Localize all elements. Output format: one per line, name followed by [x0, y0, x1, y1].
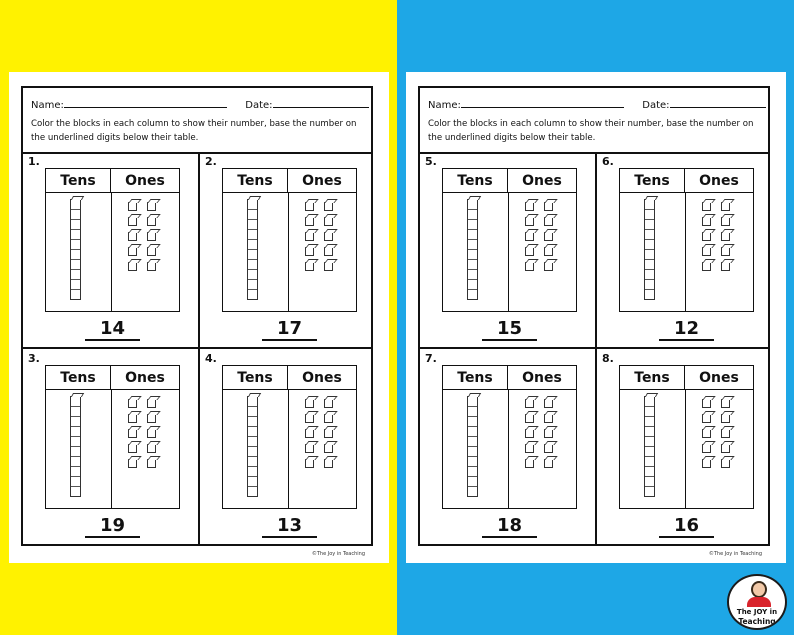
unit-cube-icon[interactable] — [128, 247, 137, 256]
problem-number: 5. — [425, 155, 437, 168]
name-label: Name: — [428, 100, 461, 111]
column-divider — [685, 390, 686, 508]
underlined-number: 13 — [262, 515, 317, 538]
problem-cell — [420, 152, 595, 347]
problem-number: 4. — [205, 352, 217, 365]
tens-ones-table — [442, 365, 577, 509]
unit-cube-icon[interactable] — [305, 429, 314, 438]
tens-header: Tens — [46, 366, 111, 390]
date-field[interactable] — [273, 98, 369, 108]
unit-cube-icon[interactable] — [525, 459, 534, 468]
unit-cube-icon[interactable] — [544, 414, 553, 423]
unit-cube-icon[interactable] — [305, 202, 314, 211]
unit-cube-icon[interactable] — [721, 202, 730, 211]
unit-cube-icon[interactable] — [721, 262, 730, 271]
ten-rod-icon[interactable] — [644, 199, 655, 300]
unit-cube-icon[interactable] — [324, 414, 333, 423]
unit-cube-icon[interactable] — [324, 247, 333, 256]
underlined-number: 19 — [85, 515, 140, 538]
unit-cube-icon[interactable] — [544, 399, 553, 408]
unit-cube-icon[interactable] — [305, 262, 314, 271]
worksheet-frame — [21, 86, 373, 546]
problem-number: 3. — [28, 352, 40, 365]
date-label: Date: — [245, 100, 273, 111]
tens-header: Tens — [223, 366, 288, 390]
instructions: Color the blocks in each column to show their number, base the number on the underlined digits below their table. — [31, 119, 357, 143]
problem-cell — [23, 152, 198, 347]
unit-cube-icon[interactable] — [324, 202, 333, 211]
unit-cube-icon[interactable] — [544, 232, 553, 241]
column-divider — [508, 193, 509, 311]
ten-rod-icon[interactable] — [644, 396, 655, 497]
problem-number: 8. — [602, 352, 614, 365]
underlined-number: 18 — [482, 515, 537, 538]
ones-header: Ones — [685, 169, 753, 193]
underlined-number: 14 — [85, 318, 140, 341]
name-field[interactable] — [64, 98, 227, 108]
unit-cube-icon[interactable] — [128, 262, 137, 271]
underlined-number: 16 — [659, 515, 714, 538]
logo-line-2: Teaching — [738, 617, 776, 626]
unit-cube-icon[interactable] — [702, 202, 711, 211]
unit-cube-icon[interactable] — [525, 202, 534, 211]
worksheet-page-right — [406, 72, 786, 563]
tens-ones-table — [222, 168, 357, 312]
problem-number: 7. — [425, 352, 437, 365]
problem-cell — [200, 349, 375, 544]
copyright-text: ©The Joy in Teaching — [311, 551, 365, 557]
instructions: Color the blocks in each column to show their number, base the number on the underlined digits below their table. — [428, 119, 754, 143]
name-date-row — [428, 98, 766, 111]
unit-cube-icon[interactable] — [305, 247, 314, 256]
copyright-text: ©The Joy in Teaching — [708, 551, 762, 557]
ten-rod-icon[interactable] — [467, 199, 478, 300]
unit-cube-icon[interactable] — [305, 444, 314, 453]
unit-cube-icon[interactable] — [525, 444, 534, 453]
unit-cube-icon[interactable] — [324, 262, 333, 271]
tens-ones-table — [619, 168, 754, 312]
unit-cube-icon[interactable] — [721, 414, 730, 423]
unit-cube-icon[interactable] — [544, 459, 553, 468]
unit-cube-icon[interactable] — [544, 247, 553, 256]
unit-cube-icon[interactable] — [525, 414, 534, 423]
unit-cube-icon[interactable] — [702, 414, 711, 423]
teacher-shirt-icon — [747, 597, 771, 607]
problem-cell — [420, 349, 595, 544]
unit-cube-icon[interactable] — [147, 459, 156, 468]
unit-cube-icon[interactable] — [702, 217, 711, 226]
unit-cube-icon[interactable] — [147, 444, 156, 453]
underlined-number: 17 — [262, 318, 317, 341]
unit-cube-icon[interactable] — [544, 202, 553, 211]
unit-cube-icon[interactable] — [128, 217, 137, 226]
ten-rod-icon[interactable] — [70, 199, 81, 300]
unit-cube-icon[interactable] — [702, 459, 711, 468]
unit-cube-icon[interactable] — [305, 232, 314, 241]
unit-cube-icon[interactable] — [721, 399, 730, 408]
underlined-number: 12 — [659, 318, 714, 341]
unit-cube-icon[interactable] — [128, 232, 137, 241]
unit-cube-icon[interactable] — [324, 217, 333, 226]
column-divider — [685, 193, 686, 311]
name-field[interactable] — [461, 98, 624, 108]
worksheet-header — [23, 88, 371, 154]
unit-cube-icon[interactable] — [525, 217, 534, 226]
worksheet-page-left — [9, 72, 389, 563]
ones-header: Ones — [508, 169, 576, 193]
unit-cube-icon[interactable] — [702, 399, 711, 408]
name-date-row — [31, 98, 369, 111]
name-label: Name: — [31, 100, 64, 111]
unit-cube-icon[interactable] — [525, 232, 534, 241]
unit-cube-icon[interactable] — [721, 444, 730, 453]
problem-cell — [597, 349, 772, 544]
unit-cube-icon[interactable] — [147, 217, 156, 226]
joy-in-teaching-logo — [727, 574, 787, 630]
unit-cube-icon[interactable] — [721, 217, 730, 226]
unit-cube-icon[interactable] — [544, 444, 553, 453]
problem-number: 2. — [205, 155, 217, 168]
unit-cube-icon[interactable] — [702, 262, 711, 271]
ten-rod-icon[interactable] — [70, 396, 81, 497]
ones-header: Ones — [111, 169, 179, 193]
unit-cube-icon[interactable] — [305, 217, 314, 226]
unit-cube-icon[interactable] — [721, 459, 730, 468]
unit-cube-icon[interactable] — [544, 217, 553, 226]
ones-header: Ones — [111, 366, 179, 390]
ten-rod-icon[interactable] — [247, 396, 258, 497]
column-divider — [111, 390, 112, 508]
tens-header: Tens — [223, 169, 288, 193]
worksheet-frame — [418, 86, 770, 546]
ones-header: Ones — [508, 366, 576, 390]
unit-cube-icon[interactable] — [147, 429, 156, 438]
unit-cube-icon[interactable] — [128, 414, 137, 423]
unit-cube-icon[interactable] — [128, 202, 137, 211]
unit-cube-icon[interactable] — [147, 262, 156, 271]
unit-cube-icon[interactable] — [544, 429, 553, 438]
unit-cube-icon[interactable] — [324, 399, 333, 408]
ones-header: Ones — [288, 169, 356, 193]
problem-grid — [23, 152, 371, 544]
problem-cell — [597, 152, 772, 347]
teacher-avatar-icon — [751, 581, 767, 598]
unit-cube-icon[interactable] — [721, 232, 730, 241]
unit-cube-icon[interactable] — [305, 414, 314, 423]
unit-cube-icon[interactable] — [525, 262, 534, 271]
unit-cube-icon[interactable] — [147, 247, 156, 256]
unit-cube-icon[interactable] — [147, 232, 156, 241]
tens-header: Tens — [46, 169, 111, 193]
column-divider — [508, 390, 509, 508]
column-divider — [288, 390, 289, 508]
tens-ones-table — [222, 365, 357, 509]
unit-cube-icon[interactable] — [702, 232, 711, 241]
unit-cube-icon[interactable] — [324, 444, 333, 453]
unit-cube-icon[interactable] — [702, 429, 711, 438]
ten-rod-icon[interactable] — [467, 396, 478, 497]
tens-ones-table — [45, 168, 180, 312]
problem-cell — [200, 152, 375, 347]
unit-cube-icon[interactable] — [721, 429, 730, 438]
column-divider — [288, 193, 289, 311]
column-divider — [111, 193, 112, 311]
tens-header: Tens — [620, 366, 685, 390]
problem-number: 6. — [602, 155, 614, 168]
problem-grid — [420, 152, 768, 544]
unit-cube-icon[interactable] — [525, 429, 534, 438]
underlined-number: 15 — [482, 318, 537, 341]
ten-rod-icon[interactable] — [247, 199, 258, 300]
unit-cube-icon[interactable] — [147, 414, 156, 423]
unit-cube-icon[interactable] — [305, 459, 314, 468]
unit-cube-icon[interactable] — [324, 429, 333, 438]
unit-cube-icon[interactable] — [525, 247, 534, 256]
unit-cube-icon[interactable] — [128, 459, 137, 468]
unit-cube-icon[interactable] — [721, 247, 730, 256]
tens-header: Tens — [443, 366, 508, 390]
unit-cube-icon[interactable] — [147, 202, 156, 211]
unit-cube-icon[interactable] — [544, 262, 553, 271]
unit-cube-icon[interactable] — [128, 399, 137, 408]
tens-ones-table — [442, 168, 577, 312]
unit-cube-icon[interactable] — [324, 232, 333, 241]
unit-cube-icon[interactable] — [702, 444, 711, 453]
problem-cell — [23, 349, 198, 544]
unit-cube-icon[interactable] — [525, 399, 534, 408]
ones-header: Ones — [685, 366, 753, 390]
unit-cube-icon[interactable] — [702, 247, 711, 256]
ones-header: Ones — [288, 366, 356, 390]
date-field[interactable] — [670, 98, 766, 108]
unit-cube-icon[interactable] — [305, 399, 314, 408]
tens-header: Tens — [443, 169, 508, 193]
unit-cube-icon[interactable] — [128, 444, 137, 453]
worksheet-header — [420, 88, 768, 154]
logo-line-1: The JOY in — [736, 608, 778, 616]
date-label: Date: — [642, 100, 670, 111]
unit-cube-icon[interactable] — [324, 459, 333, 468]
tens-ones-table — [619, 365, 754, 509]
unit-cube-icon[interactable] — [128, 429, 137, 438]
tens-header: Tens — [620, 169, 685, 193]
problem-number: 1. — [28, 155, 40, 168]
tens-ones-table — [45, 365, 180, 509]
unit-cube-icon[interactable] — [147, 399, 156, 408]
